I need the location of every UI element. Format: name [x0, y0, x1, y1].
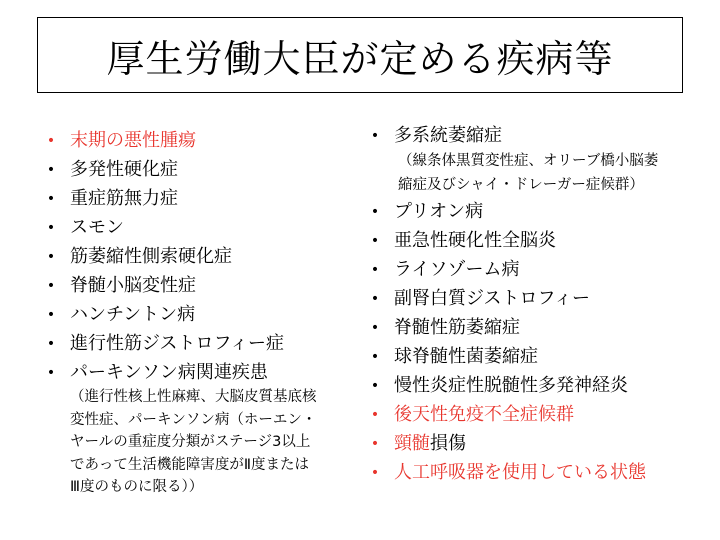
item-text: 後天性免疫不全症候群: [394, 404, 574, 425]
item-text: プリオン病: [394, 201, 484, 222]
note-line: 縮症及びシャイ・ドレーガー症候群）: [398, 176, 644, 193]
title-box: [37, 17, 683, 93]
list-item: [44, 304, 374, 326]
note-line: （進行性核上性麻痺、大脳皮質基底核: [70, 389, 317, 405]
item-text: 球脊髄性菌萎縮症: [394, 346, 538, 367]
slide-title: 厚生労働大臣が定める疾病等: [106, 36, 614, 81]
note-line: ヤールの重症度分類がステージ3以上: [70, 434, 311, 450]
item-text: 人工呼吸器を使用している状態: [394, 462, 646, 483]
list-item: [368, 433, 698, 455]
bullet-icon: •: [46, 365, 56, 381]
list-item: [368, 346, 698, 368]
note-line: 変性症、パーキンソン病（ホーエン・: [70, 411, 317, 428]
list-item: [368, 259, 698, 281]
list-item: [368, 201, 698, 223]
item-text: 末期の悪性腫瘍: [70, 130, 196, 151]
note-line: （線条体黒質変性症、オリーブ橋小脳萎: [398, 153, 659, 169]
bullet-icon: •: [370, 407, 380, 423]
bullet-icon: •: [46, 162, 56, 178]
item-text: スモン: [70, 217, 124, 238]
bullet-icon: •: [370, 128, 380, 144]
item-text: 脊髄小脳変性症: [70, 275, 196, 296]
item-text: 重症筋無力症: [70, 188, 178, 209]
bullet-icon: •: [370, 436, 380, 452]
item-text: 多発性硬化症: [70, 159, 178, 180]
item-text: 進行性筋ジストロフィー症: [70, 333, 285, 354]
item-text: 脊髄性筋萎縮症: [394, 317, 520, 338]
list-item: [44, 362, 374, 384]
list-item: [368, 125, 698, 147]
bullet-icon: •: [370, 349, 380, 365]
item-text: ハンチントン病: [70, 304, 196, 325]
bullet-icon: •: [370, 320, 380, 336]
list-item: [368, 230, 698, 252]
item-text: ライソゾーム病: [394, 259, 520, 280]
list-item: [368, 288, 698, 310]
right-disease-list: [368, 125, 698, 491]
list-item: [368, 462, 698, 484]
bullet-icon: •: [370, 262, 380, 278]
bullet-icon: •: [46, 191, 56, 207]
list-item: [44, 188, 374, 210]
item-text: パーキンソン病関連疾患: [70, 362, 268, 383]
item-text: 筋萎縮性側索硬化症: [70, 246, 232, 267]
list-item: [44, 246, 374, 268]
list-item: [44, 275, 374, 297]
list-item: [368, 317, 698, 339]
bullet-icon: •: [370, 204, 380, 220]
item-text: 多系統萎縮症: [394, 125, 502, 146]
bullet-icon: •: [46, 220, 56, 236]
item-text: 副腎白質ジストロフィー: [394, 288, 591, 309]
list-item: [368, 404, 698, 426]
item-text-highlight: 頸髄: [394, 433, 430, 454]
bullet-icon: •: [46, 307, 56, 323]
bullet-icon: •: [370, 465, 380, 481]
list-item: [44, 159, 374, 181]
bullet-icon: •: [46, 249, 56, 265]
list-item: [44, 130, 374, 152]
list-item: [368, 375, 698, 397]
bullet-icon: •: [46, 278, 56, 294]
bullet-icon: •: [370, 378, 380, 394]
item-text: 慢性炎症性脱髄性多発神経炎: [394, 375, 628, 396]
note-line: であって生活機能障害度がⅡ度または: [70, 456, 309, 473]
note-line: Ⅲ度のものに限る））: [70, 479, 204, 495]
list-item: [44, 333, 374, 355]
bullet-icon: •: [370, 233, 380, 249]
bullet-icon: •: [46, 336, 56, 352]
item-text: 損傷: [430, 433, 466, 454]
item-text: 亜急性硬化性全脳炎: [394, 230, 556, 251]
bullet-icon: •: [370, 291, 380, 307]
left-disease-list: [44, 130, 374, 504]
list-item: [44, 217, 374, 239]
bullet-icon: •: [46, 133, 56, 149]
